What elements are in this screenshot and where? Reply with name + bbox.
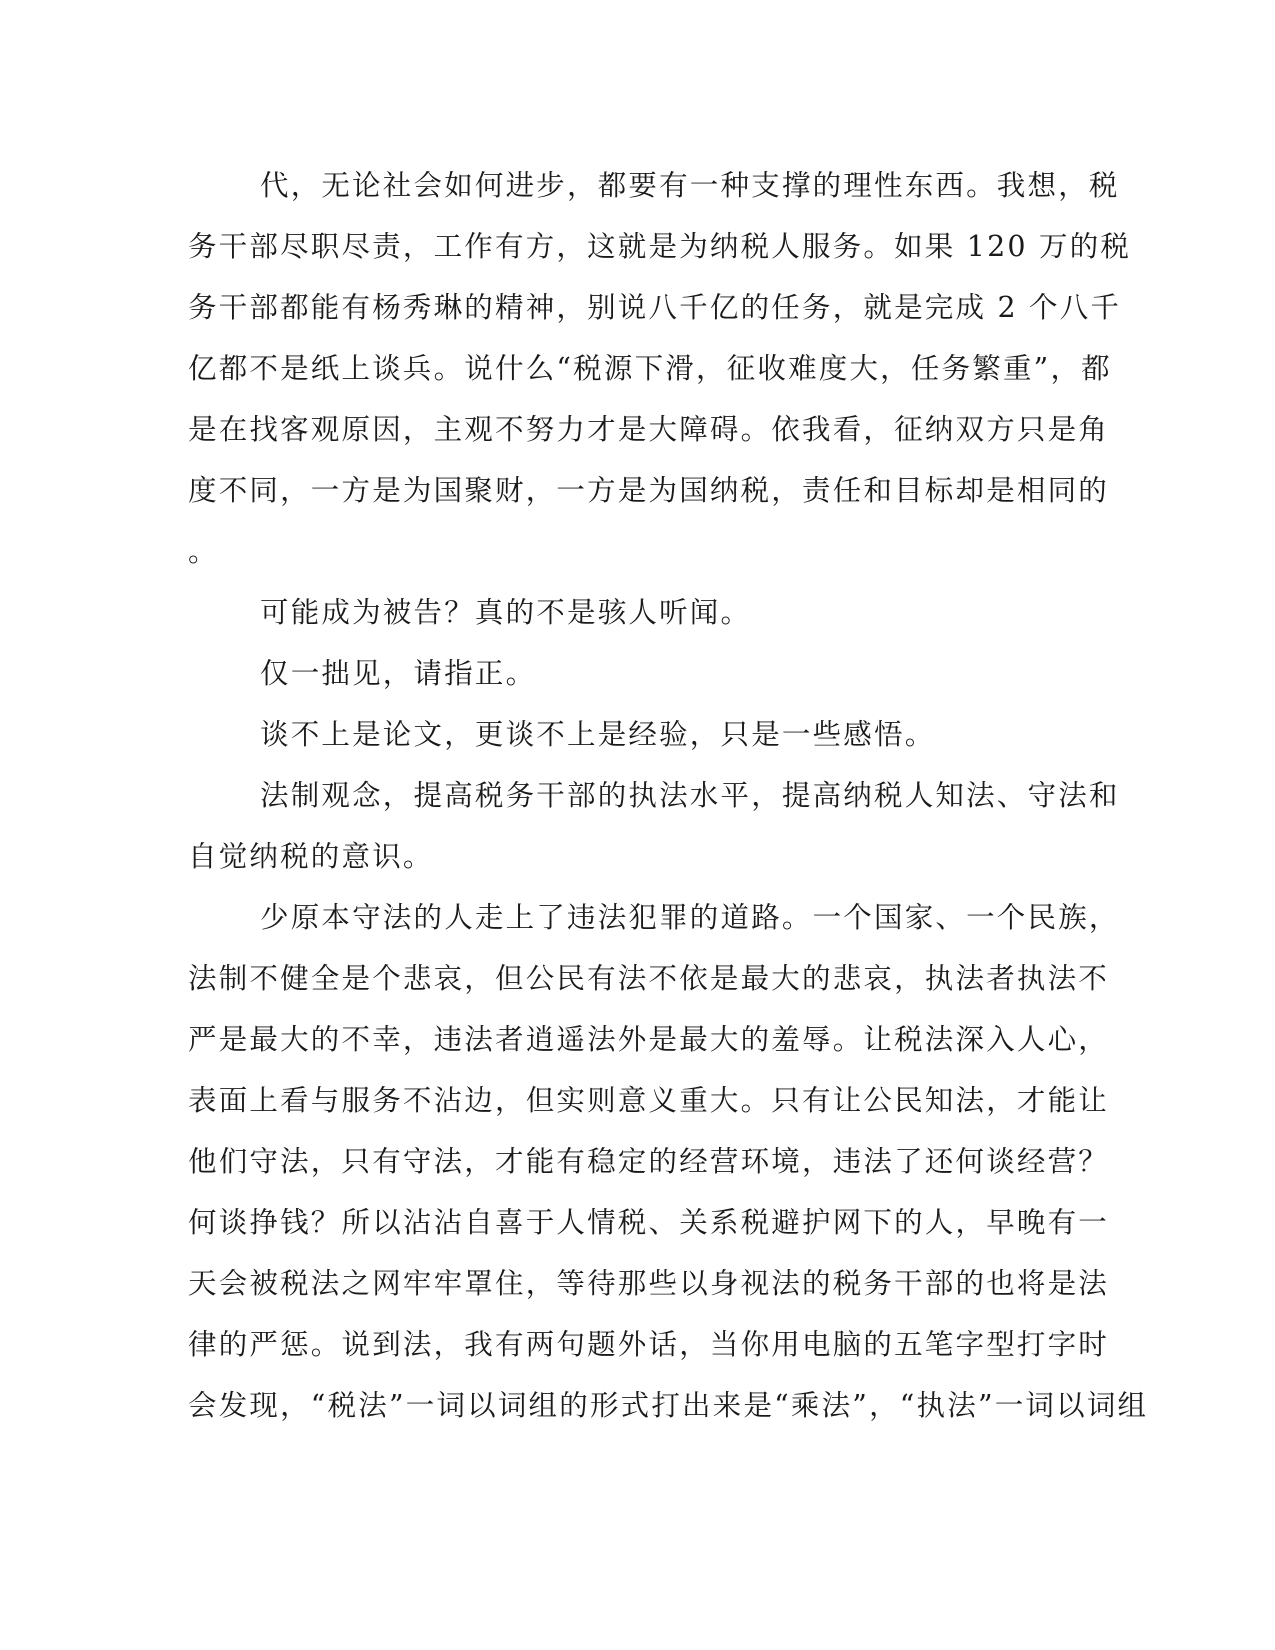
document-body xyxy=(188,155,1149,1436)
paragraph-line: 法制观念，提高税务干部的执法水平，提高纳税人知法、守法和 xyxy=(260,779,1120,812)
paragraph-line: 代，无论社会如何进步，都要有一种支撑的理性东西。我想，税 xyxy=(260,169,1120,202)
paragraph-line: 何谈挣钱？所以沾沾自喜于人情税、关系税避护网下的人，早晚有一 xyxy=(188,1206,1110,1239)
paragraph-line: 。 xyxy=(188,535,219,568)
paragraph-line: 律的严惩。说到法，我有两句题外话，当你用电脑的五笔字型打字时 xyxy=(188,1328,1110,1361)
paragraph-line: 是在找客观原因，主观不努力才是大障碍。依我看，征纳双方只是角 xyxy=(188,413,1110,446)
paragraph-line: 法制不健全是个悲哀，但公民有法不依是最大的悲哀，执法者执法不 xyxy=(188,962,1110,995)
paragraph-line: 他们守法，只有守法，才能有稳定的经营环境，违法了还何谈经营？ xyxy=(188,1145,1110,1178)
paragraph-line: 会发现，“税法”一词以词组的形式打出来是“乘法”，“执法”一词以词组 xyxy=(188,1389,1149,1422)
paragraph-line: 仅一拙见，请指正。 xyxy=(260,657,537,690)
paragraph-line: 表面上看与服务不沾边，但实则意义重大。只有让公民知法，才能让 xyxy=(188,1084,1110,1117)
paragraph-line: 自觉纳税的意识。 xyxy=(188,840,434,873)
paragraph-line: 严是最大的不幸，违法者逍遥法外是最大的羞辱。让税法深入人心， xyxy=(188,1023,1110,1056)
paragraph-line: 天会被税法之网牢牢罩住，等待那些以身视法的税务干部的也将是法 xyxy=(188,1267,1110,1300)
paragraph-line: 亿都不是纸上谈兵。说什么“税源下滑，征收难度大，任务繁重”，都 xyxy=(188,352,1112,385)
paragraph-line: 务干部尽职尽责，工作有方，这就是为纳税人服务。如果 120 万的税 xyxy=(188,230,1132,263)
paragraph-line: 度不同，一方是为国聚财，一方是为国纳税，责任和目标却是相同的 xyxy=(188,474,1110,507)
paragraph-line: 可能成为被告？真的不是骇人听闻。 xyxy=(260,596,752,629)
paragraph-line: 少原本守法的人走上了违法犯罪的道路。一个国家、一个民族， xyxy=(260,901,1120,934)
paragraph-line: 谈不上是论文，更谈不上是经验，只是一些感悟。 xyxy=(260,718,936,751)
paragraph-line: 务干部都能有杨秀琳的精神，别说八千亿的任务，就是完成 2 个八千 xyxy=(188,291,1122,324)
